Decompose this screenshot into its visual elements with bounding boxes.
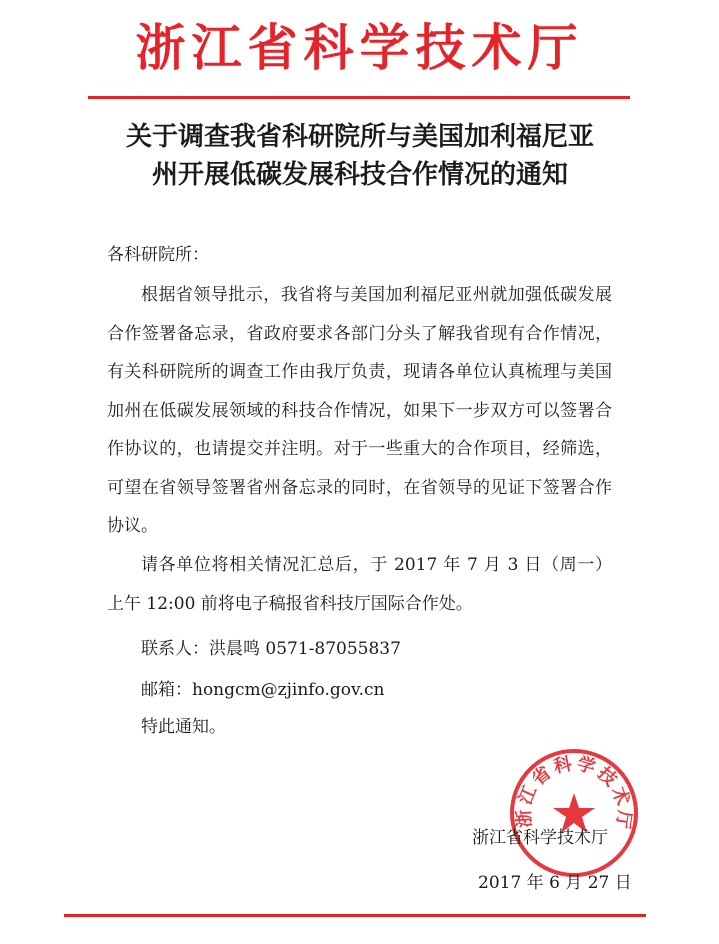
official-seal-stamp — [508, 747, 640, 879]
signature-organization: 浙江省科学技术厅 — [472, 828, 608, 848]
header-red-rule — [88, 96, 630, 99]
body-paragraph-1: 根据省领导批示，我省将与美国加利福尼亚州就加强低碳发展合作签署备忘录，省政府要求各部门分头了解我省现有合作情况，有关科研院所的调查工作由我厅负责，现请各单位认真梳理与美国加州在低碳发展领域的科技合作情况，如果下一步双方可以签署合作协议的，也请提交并注明。对于一些重大的合作项目，经筛选，可望在省领导签署省州备忘录的同时，在省领导的见证下签署合作协议。 — [107, 285, 612, 536]
email-line: 邮箱：hongcm@zjinfo.gov.cn — [141, 680, 385, 700]
footer-red-rule — [64, 914, 646, 917]
closing-line: 特此通知。 — [141, 717, 226, 737]
agency-header: 浙江省科学技术厅 — [135, 18, 584, 77]
contact-line: 联系人：洪晨鸣 0571-87055837 — [141, 639, 401, 659]
seal-text: 浙江省科学技术厅 — [513, 752, 635, 833]
salutation: 各科研院所： — [107, 245, 209, 265]
signature-date: 2017 年 6 月 27 日 — [478, 873, 632, 893]
body-paragraph-2: 请各单位将相关情况汇总后，于 2017 年 7 月 3 日（周一）上午 12:00 前将电子稿报省科技厅国际合作处。 — [107, 555, 612, 614]
document-title-line-2: 州开展低碳发展科技合作情况的通知 — [151, 160, 568, 190]
document-title-line-1: 关于调查我省科研院所与美国加利福尼亚 — [125, 122, 594, 152]
document-title — [90, 118, 630, 194]
